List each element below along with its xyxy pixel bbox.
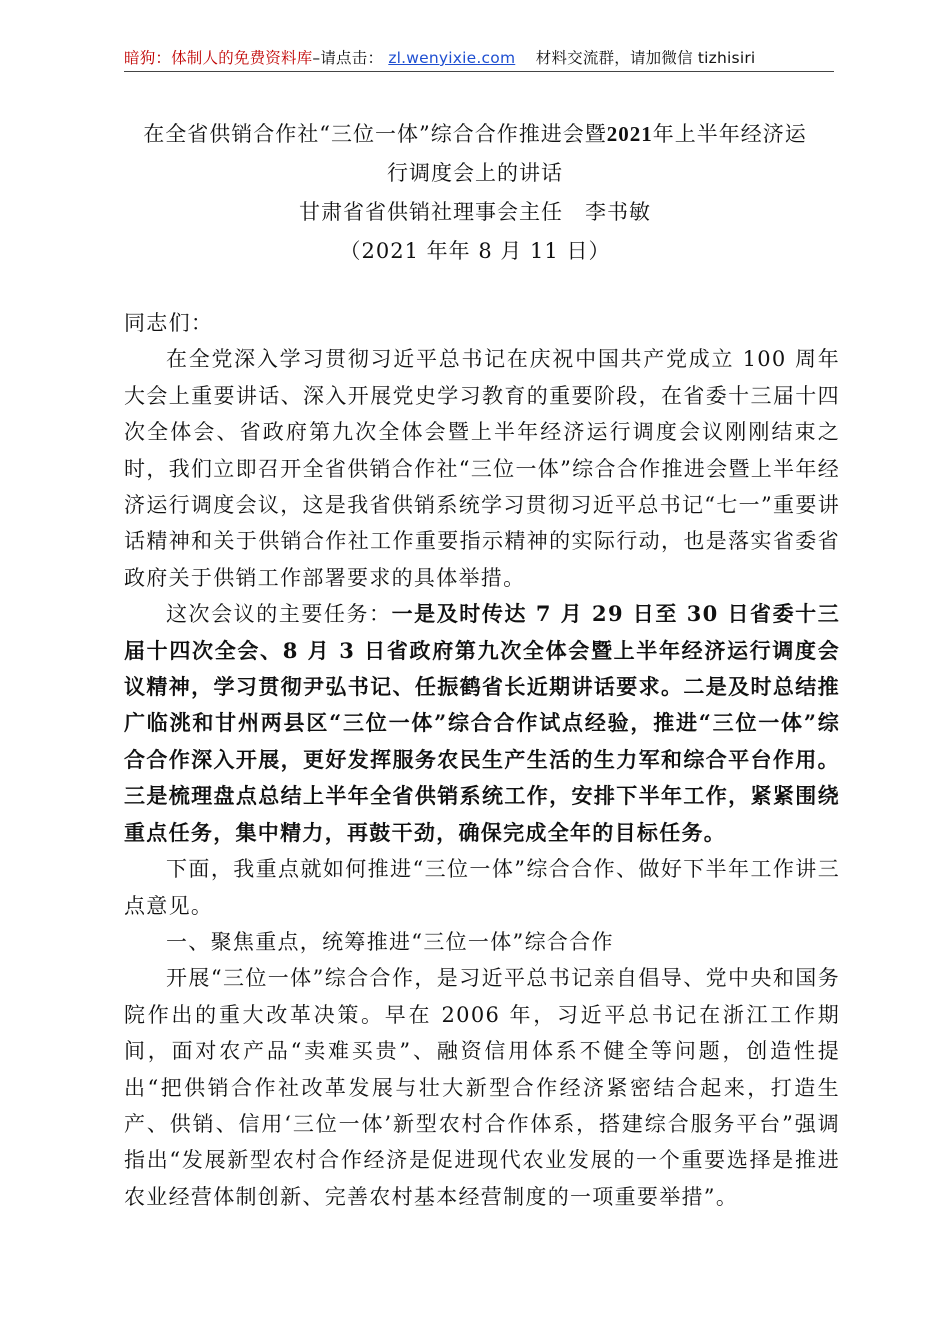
salutation: 同志们： — [124, 311, 214, 335]
speaker-line: 甘肃省省供销社理事会主任 李书敏 — [299, 200, 651, 224]
paragraph-2-lead: 这次会议的主要任务： — [166, 602, 392, 627]
paragraph-2-tasks: 一是及时传达 7 月 29 日至 30 日省委十三届十四次全会、8 月 3 日省政府第九次全体会暨上半年经济运行调度会议精神，学习贯彻尹弘书记、任振鹤省长近期讲话要求。二是及时总结推广临洮和甘州两县区“三位一体”综合合作试点经验，推进“三位一体”综合合作深入开展，更好发挥服务农民生产生活的生力军和综合平台作用。三是梳理盘点总结上半年全省供销系统工作，安排下半年工作，紧紧围绕重点任务，集中精力，再鼓干劲，确保完成全年的目标任务。 — [124, 601, 840, 845]
title-line-1-pre: 在全省供销合作社“三位一体”综合合作推进会暨 — [143, 122, 607, 146]
paragraph-1: 在全党深入学习贯彻习近平总书记在庆祝中国共产党成立 100 周年大会上重要讲话、深入开展党史学习教育的重要阶段，在省委十三届十四次全体会、省政府第九次全体会暨上半年经济运行调度会议刚刚结束之时，我们立即召开全省供销合作社“三位一体”综合合作推进会暨上半年经济运行调度会议，这是我省供销系统学习贯彻习近平总书记“七一”重要讲话精神和关于供销合作社工作重要指示精神的实际行动，也是落实省委省政府关于供销工作部署要求的具体举措。 — [124, 347, 840, 590]
title-line-2: 行调度会上的讲话 — [387, 161, 563, 185]
title-line-1-post: 年上半年经济运 — [652, 122, 807, 146]
paragraph-4: 开展“三位一体”综合合作，是习近平总书记亲自倡导、党中央和国务院作出的重大改革决策。早在 2006 年，习近平总书记在浙江工作期间，面对农产品“卖难买贵”、融资信用体系不健全等问题，创造性提出“把供销合作社改革发展与壮大新型合作经济紧密结合起来，打造生产、供销、信用‘三位一体’新型农村合作体系，搭建综合服务平台”强调指出“发展新型农村合作经济是促进现代农业发展的一个重要选择是推进农业经营体制创新、完善农村基本经营制度的一项重要举措”。 — [124, 966, 840, 1209]
page-header — [124, 46, 834, 72]
date-line: （2021 年年 8 月 11 日） — [339, 239, 611, 263]
paragraph-3: 下面，我重点就如何推进“三位一体”综合合作、做好下半年工作讲三点意见。 — [124, 857, 840, 918]
title-year: 2021 — [606, 122, 653, 146]
paragraph-2 — [124, 596, 840, 851]
header-brand: 暗狗：体制人的免费资料库 — [124, 49, 313, 67]
title-line-1 — [0, 118, 950, 148]
document-body — [124, 305, 840, 1215]
section-heading-1: 一、聚焦重点，统筹推进“三位一体”综合合作 — [166, 929, 614, 954]
header-note: 材料交流群，请加微信 tizhisiri — [535, 49, 756, 67]
header-divider — [124, 71, 834, 72]
header-prompt: –请点击： — [312, 49, 384, 67]
header-link[interactable]: zl.wenyixie.com — [388, 49, 516, 67]
